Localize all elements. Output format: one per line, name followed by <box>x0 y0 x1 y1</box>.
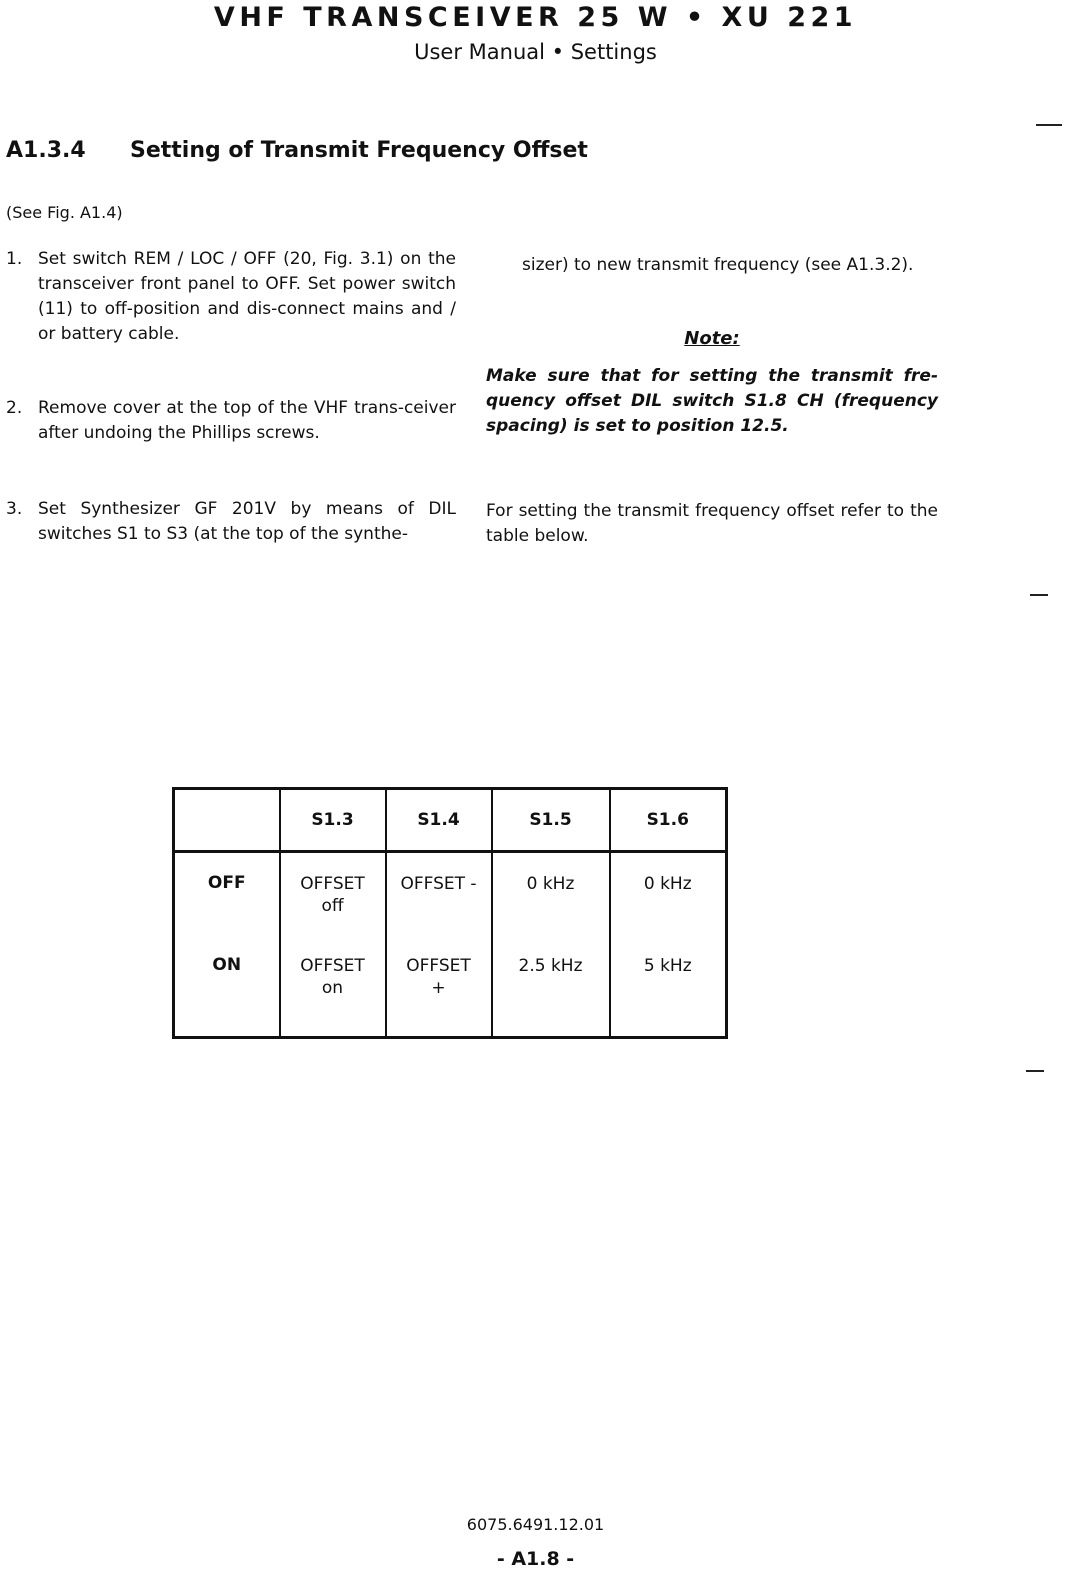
document-code: 6075.6491.12.01 <box>466 1515 605 1534</box>
section-number: A1.3.4 <box>6 138 86 163</box>
table-cell: 5 kHz <box>610 945 727 1038</box>
row-label: ON <box>174 945 280 1038</box>
table-header-cell: S1.6 <box>610 789 727 852</box>
table-cell: OFFSET on <box>280 945 386 1038</box>
table-cell: 0 kHz <box>492 852 610 945</box>
step-text: Set switch REM / LOC / OFF (20, Fig. 3.1) on the transceiver front panel to OFF. Set power switch (11) to off-position and dis-connect mains and / or battery cable. <box>38 249 456 344</box>
table-cell: OFFSET - <box>386 852 492 945</box>
row-label: OFF <box>174 852 280 945</box>
figure-reference: (See Fig. A1.4) <box>6 203 123 222</box>
table-header-cell: S1.5 <box>492 789 610 852</box>
refer-text: For setting the transmit frequency offset refer to the table below. <box>486 501 938 546</box>
table-row <box>174 945 727 1038</box>
step-text: Set Synthesizer GF 201V by means of DIL switches S1 to S3 (at the top of the synthe- <box>38 499 456 544</box>
table-header-cell: S1.4 <box>386 789 492 852</box>
step-number: 3. <box>6 499 23 519</box>
table-cell: 2.5 kHz <box>492 945 610 1038</box>
table-row <box>174 852 727 945</box>
table-cell: 0 kHz <box>610 852 727 945</box>
step-continuation: sizer) to new transmit frequency (see A1.3.2). <box>522 255 914 275</box>
table-header-cell <box>174 789 280 852</box>
scan-mark <box>1036 124 1062 126</box>
step-number: 2. <box>6 398 23 418</box>
table-cell: OFFSET off <box>280 852 386 945</box>
document-title: VHF TRANSCEIVER 25 W • XU 221 <box>213 2 858 33</box>
note-label: Note: <box>684 328 740 349</box>
table-header-row <box>174 789 727 852</box>
step-number: 1. <box>6 249 23 269</box>
scan-mark <box>1030 594 1048 596</box>
table-cell: OFFSET + <box>386 945 492 1038</box>
table-header-cell: S1.3 <box>280 789 386 852</box>
document-subtitle: User Manual • Settings <box>414 40 657 64</box>
scan-mark <box>1026 1070 1044 1072</box>
section-title: Setting of Transmit Frequency Offset <box>130 138 588 163</box>
note-text: Make sure that for setting the transmit fre-quency offset DIL switch S1.8 CH (frequency spacing) is set to position 12.5. <box>486 366 938 436</box>
offset-switch-table <box>172 787 728 1039</box>
step-text: Remove cover at the top of the VHF trans-ceiver after undoing the Phillips screws. <box>38 398 456 443</box>
page-number: - A1.8 - <box>496 1548 575 1570</box>
